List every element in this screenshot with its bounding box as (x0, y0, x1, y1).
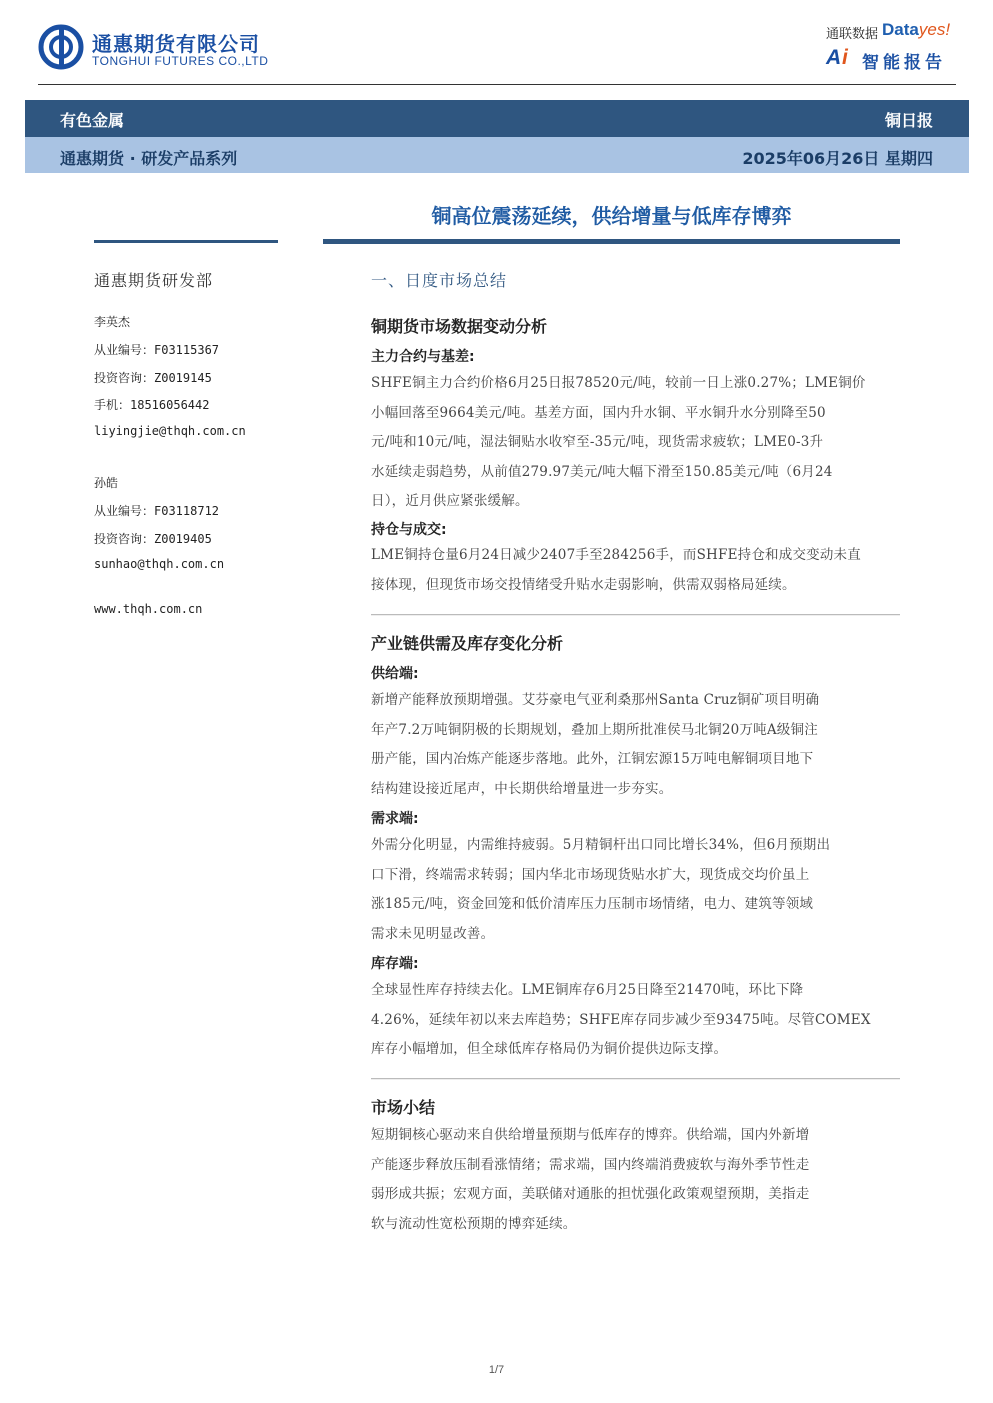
analyst1-license: 从业编号：F03115367 (94, 343, 220, 357)
analyst1-email[interactable]: liyingjie@thqh.com.cn (94, 424, 246, 438)
block1-sub2: 持仓与成交: (371, 522, 447, 538)
block1-para2: LME铜持仓量6月24日减少2407手至284256手，而SHFE持仓和成交变动未直 接体现，但现货市场交投情绪受升贴水走弱影响，供需双弱格局延续。 (371, 547, 861, 593)
analyst2-consult: 投资咨询：Z0019405 (94, 532, 212, 546)
report-type-label: 铜日报 (884, 111, 933, 130)
company-name-cn: 通惠期货有限公司 (92, 32, 260, 56)
series-label: 通惠期货 · 研发产品系列 (60, 149, 238, 168)
report-title: 铜高位震荡延续，供给增量与低库存博弈 (431, 204, 792, 228)
company-logo-icon (38, 24, 84, 70)
datayes-logo-en: Datayes! (882, 20, 951, 39)
analyst1-name: 李英杰 (94, 315, 131, 329)
divider (371, 614, 900, 615)
ai-logo-a: A (826, 46, 842, 69)
header-rule (38, 84, 956, 85)
ai-logo-i: i (842, 46, 848, 69)
sidebar-rule (94, 240, 278, 243)
block1-heading: 铜期货市场数据变动分析 (371, 317, 548, 336)
block1-sub1: 主力合约与基差: (371, 349, 475, 365)
block2-para1: 新增产能释放预期增强。艾芬豪电气亚利桑那州Santa Cruz铜矿项目明确 年产7.2万吨铜阴极的长期规划，叠加上期所批准侯马北铜20万吨A级铜注 册产能，国内冶炼产能逐步落地。此外，江铜宏源15万吨电解铜项目地下 结构建设接近尾声，中长期供给增量进一步夯实。 (371, 692, 820, 797)
section-heading: 一、日度市场总结 (371, 271, 508, 290)
sector-label: 有色金属 (60, 111, 125, 130)
block1-para1: SHFE铜主力合约价格6月25日报78520元/吨，较前一日上涨0.27%；LME铜价 小幅回落至9664美元/吨。基差方面，国内升水铜、平水铜升水分别降至50 元/吨和10元/吨，湿法铜贴水收窄至-35元/吨，现货需求疲软；LME0-3升 水延续走弱趋势，从前值279.97美元/吨大幅下滑至150.85美元/吨（6月24 日），近月供应紧张缓解。 (371, 375, 866, 509)
block2-sub2: 需求端: (371, 811, 419, 827)
block2-heading: 产业链供需及库存变化分析 (371, 634, 564, 653)
website-link[interactable]: www.thqh.com.cn (94, 602, 203, 616)
block2-para2: 外需分化明显，内需维持疲弱。5月精铜杆出口同比增长34%，但6月预期出 口下滑，终端需求转弱；国内华北市场现货贴水扩大，现货成交均价虽上 涨185元/吨，资金回笼和低价清库压力压制市场情绪，电力、建筑等领域 需求未见明显改善。 (371, 837, 831, 942)
sector-bar (25, 100, 969, 137)
analyst1-consult: 投资咨询：Z0019145 (94, 371, 212, 385)
title-rule (323, 239, 900, 244)
report-date: 2025年06月26日 星期四 (742, 149, 933, 168)
block3-para: 短期铜核心驱动来自供给增量预期与低库存的博弈。供给端，国内外新增 产能逐步释放压制看涨情绪；需求端，国内终端消费疲软与海外季节性走 弱形成共振；宏观方面，美联储对通胀的担忧强化政策观望预期，美指走 软与流动性宽松预期的博弈延续。 (371, 1127, 810, 1232)
page-number: 1/7 (488, 1364, 505, 1376)
analyst2-license: 从业编号：F03118712 (94, 504, 220, 518)
block2-sub1: 供给端: (371, 666, 419, 682)
block2-sub3: 库存端: (371, 956, 419, 972)
ai-report-label: 智能报告 (862, 53, 946, 73)
divider (371, 1078, 900, 1079)
block3-heading: 市场小结 (371, 1098, 436, 1117)
analyst2-email[interactable]: sunhao@thqh.com.cn (94, 557, 225, 571)
analyst1-phone: 手机：18516056442 (94, 398, 210, 412)
analyst2-name: 孙皓 (94, 476, 119, 490)
datayes-logo-cn: 通联数据 (826, 27, 879, 42)
dept-name: 通惠期货研发部 (94, 271, 214, 290)
company-name-en: TONGHUI FUTURES CO.,LTD (92, 54, 269, 68)
block2-para3: 全球显性库存持续去化。LME铜库存6月25日降至21470吨，环比下降 4.26%，延续年初以来去库趋势；SHFE库存同步减少至93475吨。尽管COMEX 库存小幅增加，但全球低库存格局仍为铜价提供边际支撑。 (371, 982, 871, 1057)
